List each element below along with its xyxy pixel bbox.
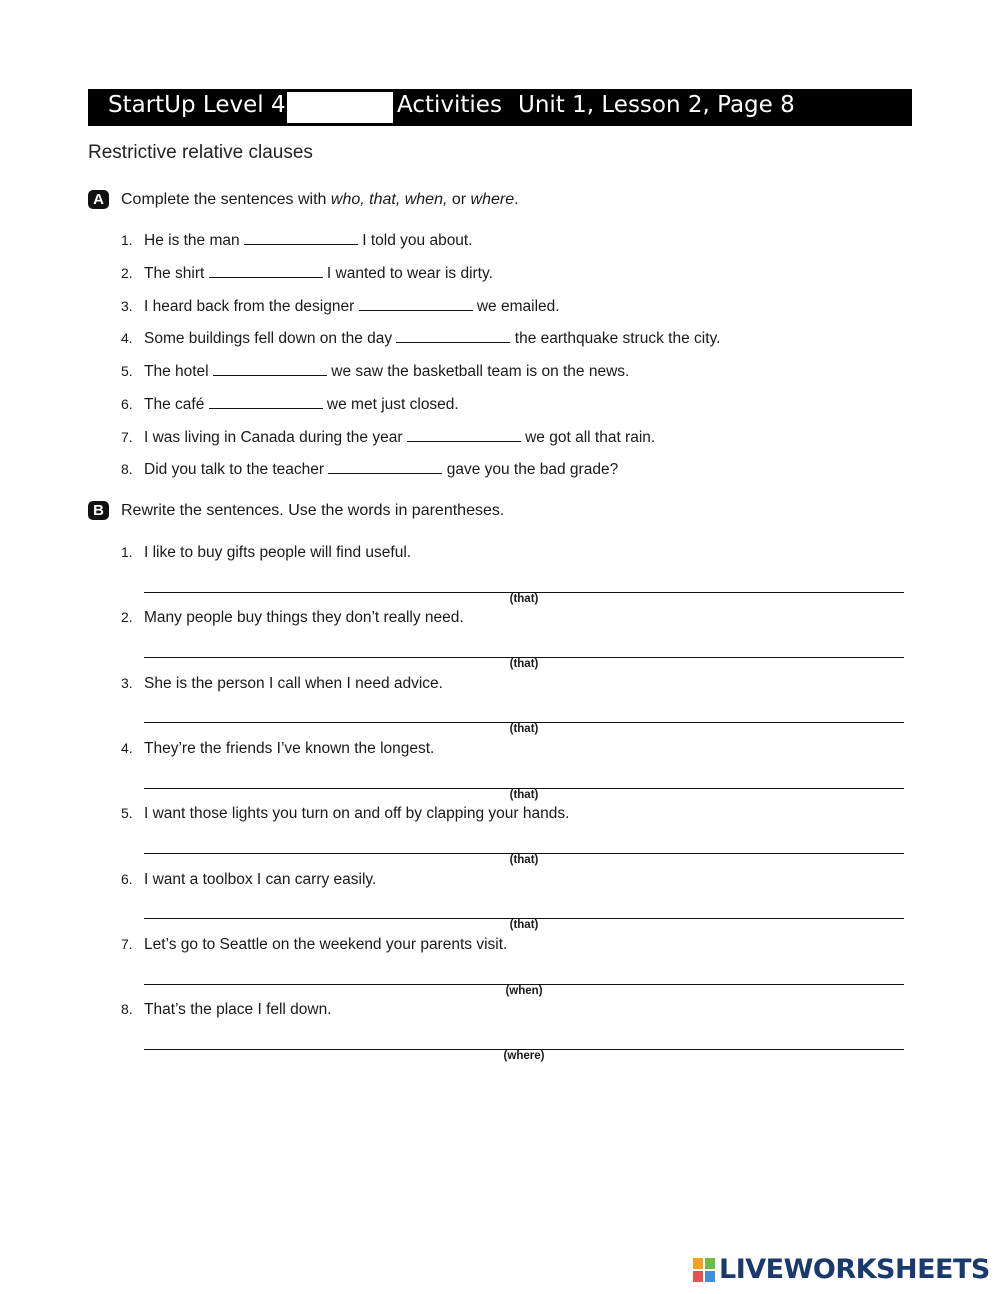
- fill-blank-1[interactable]: [244, 232, 358, 245]
- hint-8: (where): [503, 1050, 545, 1062]
- section-b-badge: B: [88, 501, 109, 520]
- section-a-badge: A: [88, 190, 109, 209]
- fill-blank-4[interactable]: [396, 330, 510, 343]
- fill-blank-5[interactable]: [213, 363, 327, 376]
- fill-blank-6[interactable]: [209, 396, 323, 409]
- logo-square-2: [704, 1257, 716, 1270]
- fill-blank-7[interactable]: [407, 429, 521, 442]
- section-b-instruction: Rewrite the sentences. Use the words in parentheses.: [121, 501, 505, 519]
- hint-5: (that): [509, 854, 539, 866]
- exercise-a-item-2: 2. The shirt I wanted to wear is dirty.: [121, 265, 493, 282]
- exercise-b-item-5: 5. I want those lights you turn on and off by clapping your hands.: [121, 805, 570, 822]
- fill-blank-8[interactable]: [328, 461, 442, 474]
- hint-2: (that): [509, 658, 539, 670]
- exercise-b-item-2: 2. Many people buy things they don’t really need.: [121, 609, 464, 626]
- fill-blank-2[interactable]: [209, 265, 323, 278]
- exercise-b-item-8: 8. That’s the place I fell down.: [121, 1001, 332, 1018]
- logo-square-1: [692, 1257, 704, 1270]
- exercise-b-item-3: 3. She is the person I call when I need advice.: [121, 675, 443, 692]
- exercise-a-item-1: 1. He is the man I told you about.: [121, 232, 473, 249]
- exercise-a-item-8: 8. Did you talk to the teacher gave you the bad grade?: [121, 461, 619, 478]
- logo-square-4: [704, 1270, 716, 1283]
- header-bar: [88, 89, 912, 126]
- logo-text: LIVEWORKSHEETS: [719, 1254, 990, 1285]
- section-b-heading: [88, 501, 504, 520]
- exercise-a-item-5: 5. The hotel we saw the basketball team is on the news.: [121, 363, 630, 380]
- section-a-instruction: Complete the sentences with who, that, when, or where.: [121, 190, 519, 208]
- hint-4: (that): [509, 789, 539, 801]
- exercise-b-item-1: 1. I like to buy gifts people will find useful.: [121, 544, 412, 561]
- hint-1: (that): [509, 593, 539, 605]
- exercise-a-item-3: 3. I heard back from the designer we emailed.: [121, 298, 560, 315]
- header-level: StartUp Level 4: [108, 92, 286, 118]
- header-blank-box: [287, 92, 393, 123]
- section-a-heading: [88, 190, 519, 209]
- hint-3: (that): [509, 723, 539, 735]
- exercise-a-item-4: 4. Some buildings fell down on the day the earthquake struck the city.: [121, 330, 721, 347]
- exercise-b-item-4: 4. They’re the friends I’ve known the longest.: [121, 740, 435, 757]
- fill-blank-3[interactable]: [359, 298, 473, 311]
- header-unit: Unit 1, Lesson 2, Page 8: [518, 92, 795, 118]
- hint-7: (when): [505, 985, 543, 997]
- hint-6: (that): [509, 919, 539, 931]
- exercise-b-item-7: 7. Let’s go to Seattle on the weekend your parents visit.: [121, 936, 508, 953]
- liveworksheets-logo: [692, 1254, 990, 1285]
- exercise-a-item-7: 7. I was living in Canada during the year we got all that rain.: [121, 429, 656, 446]
- exercise-a-item-6: 6. The café we met just closed.: [121, 396, 459, 413]
- header-activities: Activities: [397, 92, 502, 118]
- page-subtitle: Restrictive relative clauses: [88, 142, 313, 163]
- logo-square-3: [692, 1270, 704, 1283]
- liveworksheets-logo-icon: [692, 1257, 716, 1283]
- exercise-b-item-6: 6. I want a toolbox I can carry easily.: [121, 871, 377, 888]
